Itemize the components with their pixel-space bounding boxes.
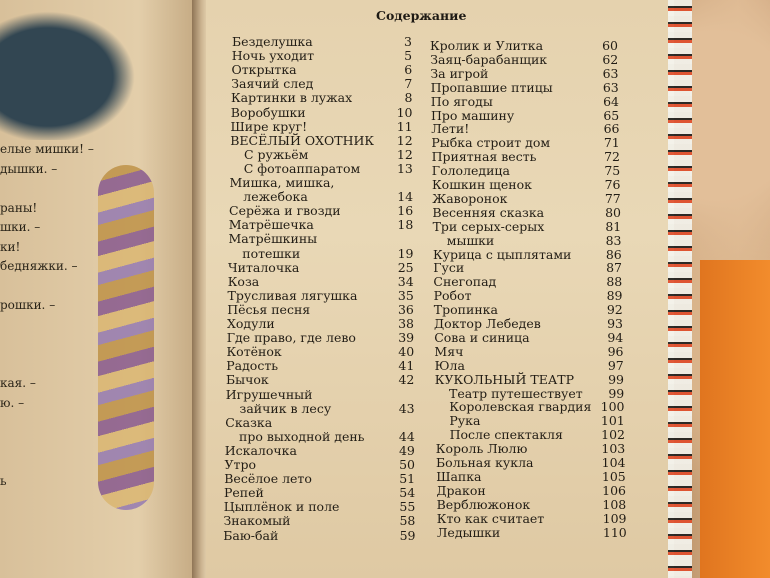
toc-entry-title: Кошкин щенок [432,177,532,192]
toc-entry-title: Заяц-барабанщик [430,51,548,67]
toc-entry-page: 99 [608,385,625,401]
toc-entry-page: 42 [398,372,415,388]
toc-entry-page: 93 [607,316,623,331]
toc-entry-page: 75 [604,163,621,179]
toc-entry-title: Сова и синица [434,329,530,345]
toc-entry-title: Снегопад [433,274,497,290]
toc-entry-title: Трусливая лягушка [227,287,358,303]
toc-entry-page: 108 [602,496,627,512]
left-page-fragment: дышки. – [0,161,58,176]
toc-entry-title: Три серых-серых [432,218,545,234]
toc-entry-page: 12 [396,146,413,162]
toc-entry-page: 55 [399,499,416,515]
toc-entry-title: Мяч [434,343,464,359]
left-page-fragment: шки. – [0,220,41,234]
toc-entry-title: Мишка, мишка, [229,175,335,190]
toc-entry-title: Игрушечный [225,386,313,402]
toc-entry-title: Курица с цыплятами [433,246,572,262]
toc-entry-title: С ружьём [244,146,309,162]
toc-entry-page: 86 [605,246,622,262]
toc-entry-page: 104 [601,455,626,470]
toc-entry-title: Где право, где лево [226,330,356,346]
toc-entry-page: 19 [397,245,414,261]
toc-entry-page: 11 [396,118,413,134]
toc-entry-page: 49 [398,442,415,458]
left-page-fragment [0,413,110,433]
left-page-fragment [0,355,110,375]
toc-entry-page: 5 [404,48,413,64]
toc-entry-page: 96 [607,343,624,359]
toc-entry-title: Открытка [231,62,297,78]
toc-entry-title: Шире круг! [230,118,308,134]
toc-entry-page: 97 [607,357,624,373]
left-page-fragment: кая. – [0,376,36,390]
toc-entry-title: Воробушки [230,104,306,120]
toc-entry-page: 43 [398,400,415,416]
toc-entry-page: 51 [399,471,416,487]
toc-entry-title: Репей [224,485,264,501]
toc-entry-title: Знакомый [223,513,291,529]
toc-entry-page: 3 [404,34,412,49]
toc-entry-title: Юла [434,357,465,373]
left-page-fragment: бедняжки. – [0,259,78,273]
toc-entry-page: 59 [399,527,416,543]
toc-entry-page: 65 [603,107,620,123]
toc-entry-page: 81 [605,218,622,234]
toc-entry-title: Безделушка [232,34,313,49]
toc-entry-page: 87 [606,260,622,276]
toc-entry-title: Весёлое лето [224,471,312,487]
left-page-fragment [0,491,110,511]
toc-entry-title: Больная кукла [436,455,534,470]
left-page-fragment: рошки. – [0,298,56,312]
toc-entry-title: Ходули [227,316,275,331]
toc-entry-page: 99 [608,371,624,387]
toc-entry-title: Радость [226,358,279,374]
toc-entry-page: 41 [398,358,415,374]
left-page-fragment: ки! [0,239,21,254]
toc-entry-page: 44 [398,428,415,444]
toc-entry-page: 7 [404,76,413,92]
toc-entry-page: 10 [396,104,413,120]
toc-entry-title: Кролик и Улитка [430,38,544,53]
left-page-fragment [0,433,110,453]
toc-entry-title: Искалочка [224,442,297,458]
toc-entry-title: Кто как считает [436,510,545,526]
toc-entry-title: По ягоды [430,93,493,109]
book-cover-edge [700,260,770,578]
toc-entry-page: 35 [397,287,414,303]
toc-entry-title: про выходной день [239,428,365,444]
toc-entry-title: лежебока [243,189,308,205]
toc-entry-page: 36 [397,301,414,317]
toc-entry-page: 71 [603,135,620,151]
toc-entry-title: Жаворонок [432,190,508,206]
toc-entry-title: Пропавшие птицы [430,79,553,95]
toc-entry-page: 60 [602,38,618,53]
toc-entry-title: Робот [433,288,472,304]
toc-entry-title: Король Люлю [435,441,528,457]
toc-entry-page: 14 [397,189,414,205]
toc-entry-title: Читалочка [228,259,300,275]
toc-entry-title: Серёжа и гвозди [229,203,341,219]
toc-entry-page: 100 [600,399,625,415]
toc-entry-page: 12 [396,132,413,148]
toc-entry-page: 77 [604,190,621,206]
toc-entry-page: 101 [600,413,625,429]
toc-entry-title: Ледышки [437,524,501,540]
toc-entry-page: 18 [397,217,414,233]
toc-entry-title: Верблюжонок [436,496,531,512]
toc-entry-title: Картинки в лужах [231,90,353,106]
toc-entry-title: Лети! [431,121,470,137]
left-page-fragment: елые мишки! – [0,142,94,156]
toc-entry-page: 63 [602,65,619,81]
toc-entry-page: 8 [404,90,413,106]
toc-entry-title: Цыплёнок и поле [223,499,340,515]
toc-entry-page: 103 [601,441,626,457]
toc-entry-title: Утро [224,457,256,472]
toc-entry-page: 89 [606,288,623,304]
toc-entry-page: 63 [602,79,619,95]
toc-entry-title: Весенняя сказка [432,204,545,220]
toc-entry-page: 110 [602,524,627,540]
toc-entry-page: 6 [404,62,413,78]
left-page [0,0,198,578]
toc-entry-title: Про машину [431,107,515,123]
toc-entry-page: 72 [604,149,620,165]
toc-entry-page: 105 [601,468,626,484]
toc-entry-title: Сказка [225,414,273,430]
toc-entry-title: потешки [242,245,301,261]
left-page-fragment [0,530,110,550]
illustration-top [0,0,150,140]
toc-entry-page: 39 [398,330,415,346]
toc-entry-page: 80 [605,204,621,220]
left-page-fragment: раны! [0,200,38,215]
toc-entry-title: За игрой [430,65,489,81]
toc-entry-title: Котёнок [226,344,282,360]
left-page-text-fragments [0,140,110,550]
toc-entry-title: мышки [446,232,495,248]
left-page-fragment [0,316,110,336]
toc-entry-title: Рука [449,413,481,429]
toc-entry-title: С фотоаппаратом [243,160,361,176]
toc-entry-title: Королевская гвардия [449,399,592,415]
toc-entry-title: КУКОЛЬНЫЙ ТЕАТР [434,371,575,387]
left-page-fragment [0,452,110,472]
toc-entry-title: Коза [227,273,260,289]
toc-entry-page: 38 [398,316,414,331]
toc-entry-title: ВЕСЁЛЫЙ ОХОТНИК [230,132,375,148]
toc-entry-title: Гололедица [431,163,510,179]
toc-entry-title: Дракон [436,482,486,498]
toc-entry-page: 106 [602,482,626,498]
toc-entry-title: Театр путешествует [449,385,583,401]
toc-entry-title: Рыбка строит дом [431,135,551,151]
toc-entry-page: 76 [604,177,621,192]
left-page-fragment [0,277,110,297]
toc-entry-page: 92 [606,302,623,318]
toc-entry-page: 83 [605,232,622,248]
toc-entry-page: 94 [607,329,624,345]
page-edges [668,0,692,578]
toc-entry-title: Матрёшкины [228,231,318,247]
toc-entry-page: 16 [397,203,414,219]
toc-entry-page: 109 [602,510,627,526]
toc-entry-page: 66 [603,121,620,137]
left-page-fragment [0,179,110,199]
toc-entry-page: 88 [606,274,623,290]
left-page-fragment [0,511,110,531]
toc-entry-title: Заячий след [231,76,314,92]
toc-entry-page: 54 [399,485,416,501]
toc-entry-title: Ночь уходит [231,48,315,64]
left-page-fragment [0,335,110,355]
left-page-fragment: ь [0,473,7,488]
toc-entry-page: 25 [397,259,414,275]
toc-entry-title: Пёсья песня [227,301,311,317]
toc-entry-title: Бычок [226,372,269,388]
toc-entry-title: Тропинка [433,302,498,318]
toc-entry-page: 40 [398,344,415,360]
toc-entry-title: Матрёшечка [228,217,314,233]
toc-entry-page: 62 [602,51,619,67]
toc-entry-page: 102 [601,427,625,443]
toc-entry-title: Приятная весть [431,149,537,165]
toc-entry-title: Доктор Лебедев [434,316,541,331]
page-title: Содержание [376,8,467,23]
toc-entry-page: 64 [603,93,619,109]
toc-entry-page: 58 [399,513,416,529]
toc-entry-title: Гуси [433,260,465,276]
toc-entry-title: Баю-бай [223,527,279,543]
toc-entry-page: 34 [397,273,414,289]
toc-entry-title: После спектакля [449,427,563,443]
toc-entry-page: 13 [396,160,413,176]
toc-entry-title: зайчик в лесу [239,400,332,416]
toc-entry-title: Шапка [436,468,482,484]
toc-entry-page: 50 [399,457,415,472]
left-page-fragment: ю. – [0,395,25,410]
